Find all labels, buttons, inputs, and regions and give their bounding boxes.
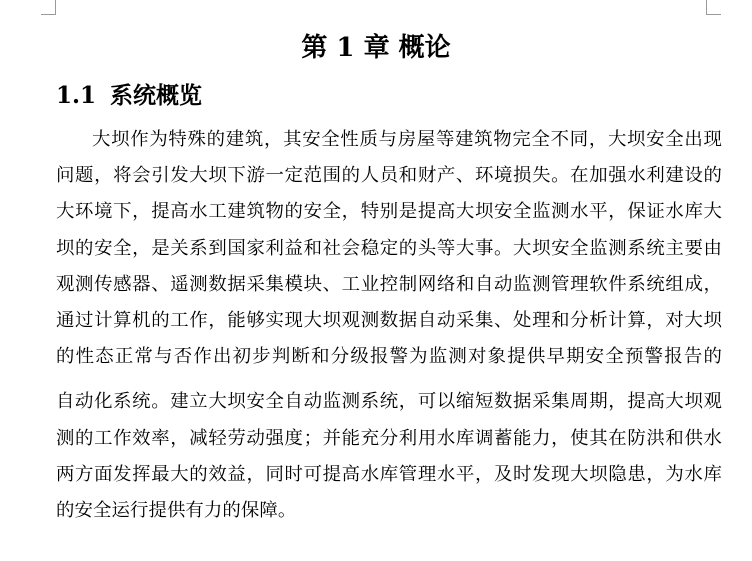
paragraph-line: 两方面发挥最大的效益，同时可提高水库管理水平，及时发现大坝隐患，为水库 [56,463,722,485]
body-paragraph [56,122,722,529]
section-title: 系统概览 [110,82,203,109]
paragraph-line: 测的工作效率，减轻劳动强度；并能充分利用水库调蓄能力，使其在防洪和供水 [56,427,722,449]
paragraph-line: 观测传感器、遥测数据采集模块、工业控制网络和自动监测管理软件系统组成， [56,273,722,295]
crop-mark-top-right [706,0,721,15]
paragraph-line: 问题，将会引发大坝下游一定范围的人员和财产、环境损失。在加强水利建设的 [56,165,722,187]
paragraph-line: 的性态正常与否作出初步判断和分级报警为监测对象提供早期安全预警报告的 [56,346,722,368]
paragraph-line: 通过计算机的工作，能够实现大坝观测数据自动采集、处理和分析计算，对大坝 [56,309,722,331]
section-number: 1.1 [56,82,97,109]
paragraph-line: 大坝作为特殊的建筑，其安全性质与房屋等建筑物完全不同，大坝安全出现 [92,129,722,150]
paragraph-line: 坝的安全，是关系到国家利益和社会稳定的头等大事。大坝安全监测系统主要由 [56,237,722,259]
paragraph-line: 大环境下，提高水工建筑物的安全，特别是提高大坝安全监测水平，保证水库大 [56,201,722,223]
section-heading [56,78,202,114]
paragraph-line: 自动化系统。建立大坝安全自动监测系统，可以缩短数据采集周期，提高大坝观 [56,391,722,413]
crop-mark-top-left [41,0,56,15]
chapter-title: 第 1 章 概论 [301,33,451,63]
paragraph-line: 的安全运行提供有力的保障。 [56,499,297,521]
